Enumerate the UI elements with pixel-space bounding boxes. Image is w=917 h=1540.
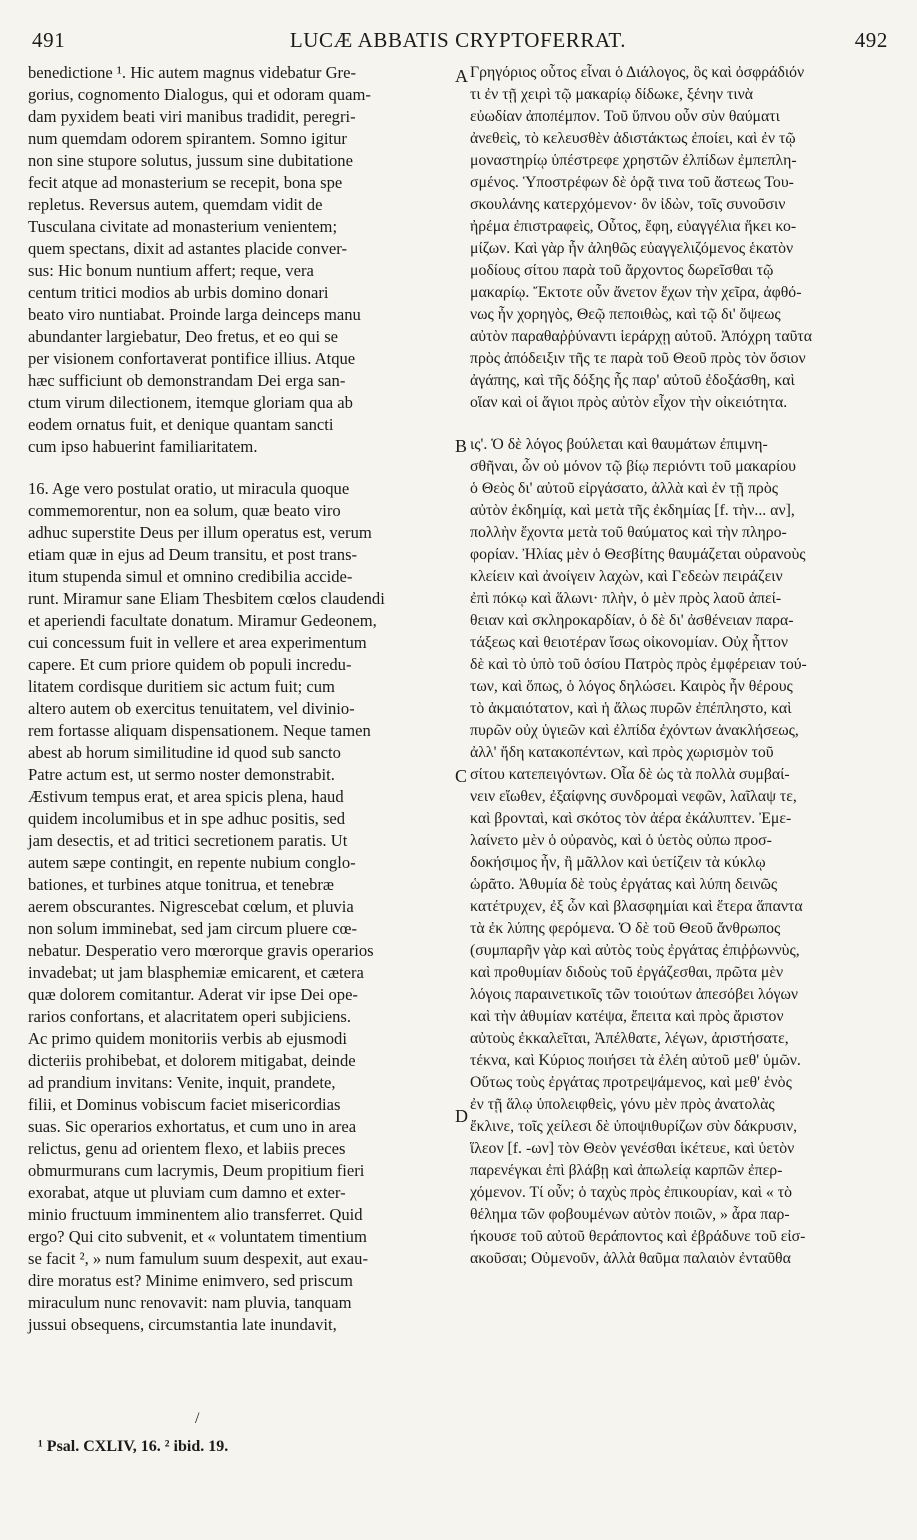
greek-line: τὸ ἀκμαιότατον, καὶ ἡ ἅλως πυρῶν ἐπέπληστο, καὶ [470,700,792,717]
greek-line: κατέτρυχεν, ἐξ ὧν καὶ βλασφημίαι καὶ ἕτερα ἅπαντα [470,898,803,915]
greek-line: σμένος. Ὑποστρέφων δὲ ὁρᾷ τινα τοῦ ἄστεως Του- [470,174,794,191]
latin-line: etiam quæ in ejus ad Deum transitu, et post trans- [28,545,358,564]
paragraph-gap [28,458,458,478]
latin-line: gorius, cognomento Dialogus, qui et odoram quam- [28,85,371,104]
latin-paragraph-2 [28,478,458,1336]
greek-line: ἀνεθεὶς, τὸ κελευσθὲν ἀδιστάκτως ἐποίει, καὶ ἐν τῷ [470,130,796,147]
greek-line: ἀλλ' ἤδη κατακοπέντων, καὶ πρὸς χωρισμὸν τοῦ [470,744,774,761]
greek-line: καὶ τὴν ἀθυμίαν κατέψα, ἔπειτα καὶ πρὸς ἄριστον [470,1008,784,1025]
latin-line: per visionem confortaverat pontifice illius. Atque [28,349,356,368]
latin-line: rarios confortans, et alacritatem operi subjiciens. [28,1007,351,1026]
greek-line: οἵαν καὶ οἱ ἅγιοι πρὸς αὐτὸν εἶχον τὴν οἰκειότητα. [470,394,788,411]
latin-line: itum stupenda simul et omnino credibilia accide- [28,567,353,586]
greek-line: των, καὶ ὅπως, ὁ λόγος δηλώσει. Καιρὸς ἦν θέρους [470,678,793,695]
margin-letter-c: C [455,766,468,786]
latin-line: obmurmurans cum lacrymis, Deum propitium fieri [28,1161,365,1180]
latin-line: relictus, genu ad orientem flexo, et labiis preces [28,1139,346,1158]
latin-line: hæc sufficiunt ob demonstrandam Dei erga san- [28,371,346,390]
greek-line: τι ἐν τῇ χειρὶ τῷ μακαρίῳ δίδωκε, ξένην τινὰ [470,86,754,103]
greek-line: φορίαν. Ἠλίας μὲν ὁ Θεσβίτης θαυμάζεται οὐρανοὺς [470,546,806,563]
latin-line: runt. Miramur sane Eliam Thesbitem cœlos claudendi [28,589,385,608]
greek-line: μίζων. Καὶ γὰρ ἦν ἀληθῶς εὐαγγελιζόμενος ἑκατὸν [470,240,794,257]
latin-line: exorabat, atque ut pluviam cum damno et exter- [28,1183,346,1202]
latin-line: Ac primo quidem monitoriis verbis ab ejusmodi [28,1029,347,1048]
greek-line: ἔκλινε, τοῖς χείλεσι δὲ ὑποψιθυρίζων σὺν δάκρυσιν, [470,1118,798,1135]
greek-line: παρενέγκαι ἐπὶ βλάβῃ καὶ ἀπωλείᾳ καρπῶν ἐπερ- [470,1162,783,1179]
latin-line: sus: Hic bonum nuntium affert; reque, vera [28,261,314,280]
latin-line: se facit ², » num famulum suum despexit, aut exau- [28,1249,368,1268]
latin-line: ad prandium invitans: Venite, inquit, prandete, [28,1073,336,1092]
latin-line: rem fortasse aliquam dispensationem. Neque tamen [28,721,371,740]
margin-letter-d: D [455,1106,468,1126]
greek-line: αὐτοὺς ἐκκαλεῖται, Ἀπέλθατε, λέγων, ἀριστήσατε, [470,1030,789,1047]
greek-line: πρὸς ἀπόδειξιν τῆς τε παρὰ τοῦ Θεοῦ πρὸς τὸν ὅσιον [470,350,806,367]
greek-line: λαίνετο μὲν ὁ οὐρανὸς, καὶ ὁ ὑετὸς οὐπω προσ- [470,832,772,849]
margin-letter-a: A [455,66,468,86]
margin-letter-b: B [455,436,468,456]
latin-line: dicteriis prohibebat, et dolorem mitigabat, deinde [28,1051,356,1070]
greek-line: ἐν τῇ ἅλῳ ὑπολειφθεὶς, γόνυ μὲν πρὸς ἀνατολὰς [470,1096,775,1113]
greek-line: λόγοις παραινετικοῖς τῶν τοιούτων ἀπεσόβει λόγων [470,986,799,1003]
latin-line: non sine stupore solutus, jussum sine dubitatione [28,151,353,170]
page-number-right: 492 [854,28,888,52]
greek-line: ήκουσε τοῦ αὐτοῦ θεράποντος καὶ ἐβράδυνε τοῦ εἰσ- [470,1228,806,1245]
greek-line: ἀγάπης, καὶ τῆς δόξης ἧς παρ' αὐτοῦ ἐδοξάσθη, καὶ [470,372,795,389]
latin-line: abest ab horum similitudine id quod sub sancto [28,743,341,762]
greek-line: νειν εἴωθεν, ἐξαίφνης συνδρομαὶ νεφῶν, λαῖλαψ τε, [470,788,797,805]
latin-line: capere. Et cum priore quidem ob populi incredu- [28,655,352,674]
greek-line: εὐωδίαν ἀποπέμπον. Τοῦ ὕπνου οὖν σὺν θαύματι [470,108,780,125]
latin-line: cum ipso habuerint familiaritatem. [28,437,258,456]
latin-line: Æstivum tempus erat, et area spicis plena, haud [28,787,344,806]
latin-line: jussui obsequens, circumstantia late inundavit, [28,1315,337,1334]
greek-line: τέκνα, καὶ Κύριος ποιήσει τὰ ἐλέη αὐτοῦ μεθ' ὑμῶν. [470,1052,801,1069]
latin-line: quæ dolorem comitantur. Aderat vir ipse Dei ope- [28,985,358,1004]
greek-line: πολλὴν ἔχοντα μετὰ τοῦ θαύματος καὶ τὴν πληρο- [470,524,787,541]
latin-line: aerem obscurantes. Nigrescebat cœlum, et pluvia [28,897,354,916]
latin-line: eodem ornatus fuit, et denique quantam sancti [28,415,334,434]
greek-line: σίτου κατεπειγόντων. Οἷα δὲ ὡς τὰ πολλὰ συμβαί- [470,766,790,783]
latin-line: cui concessum fuit in vellere et area experimentum [28,633,367,652]
greek-line: καὶ προθυμίαν διδοὺς τοῦ ἐργάζεσθαι, πρῶτα μὲν [470,964,784,981]
greek-line: πυρῶν οὐχ ὑγιεῶν καὶ ἐλπίδα ἐχόντων ἀνακλήσεως, [470,722,799,739]
greek-line: ἐπὶ πόκῳ καὶ ἅλωνι· πλὴν, ὁ μὲν πρὸς λαοῦ ἀπεί- [470,590,782,607]
footnote-separator-mark: / [195,1410,200,1427]
running-title: LUCÆ ABBATIS CRYPTOFERRAT. [289,28,627,52]
footnotes: ¹ Psal. CXLIV, 16. ² ibid. 19. [38,1438,229,1455]
greek-line: Οὕτως τοὺς ἐργάτας προτρεψάμενος, καὶ μεθ' ἑνὸς [470,1074,792,1091]
latin-line: 16. Age vero postulat oratio, ut miracula quoque [28,479,350,498]
greek-line: ακοῦσαι; Οὐμενοῦν, ἀλλὰ θαῦμα παλαιὸν ἐνταῦθα [470,1250,791,1267]
greek-line: μοναστηρίῳ ὑπέστρεφε χρηστῶν ἐλπίδων ἐμπεπλη- [470,152,797,169]
latin-line: miraculum nunc renovavit: nam pluvia, tanquam [28,1293,352,1312]
latin-line: nebatur. Desperatio vero mœrorque gravis operarios [28,941,374,960]
greek-column [470,62,900,1270]
latin-line: filii, et Dominus vobiscum faciet misericordias [28,1095,341,1114]
greek-line: αὐτὸν παραθαῤῥύναντι ἱεράρχῃ αὐτοῦ. Ἀπόχρη ταῦτα [470,328,813,345]
latin-line: litatem cordisque duritiem sic actum fuit; cum [28,677,335,696]
latin-paragraph-1 [28,62,458,458]
latin-line: bationes, et turbines atque tonitrua, et tenebræ [28,875,334,894]
latin-line: repletus. Reversus autem, quemdam vidit de [28,195,323,214]
latin-line: jam desectis, et ad tritici secretionem paratis. Ut [28,831,348,850]
greek-line: μακαρίῳ. Ἔκτοτε οὖν ἄνετον ἔχων τὴν χεῖρα, ἀφθό- [470,284,802,301]
latin-line: altero autem ob exercitus tenuitatem, vel divinio- [28,699,355,718]
latin-line: benedictione ¹. Hic autem magnus videbatur Gre- [28,63,356,82]
greek-line: ἠρέμα ἐπιστραφεὶς, Οὗτος, ἔφη, εὐαγγέλια ἥκει κο- [470,218,797,235]
latin-line: num quemdam odorem spirantem. Somno igitur [28,129,347,148]
latin-line: ergo? Qui cito subvenit, et « voluntatem timentium [28,1227,367,1246]
greek-line: τὰ ἐκ λύπης φερόμενα. Ὁ δὲ τοῦ Θεοῦ ἄνθρωπος [470,920,781,937]
greek-paragraph-1 [470,62,900,414]
latin-line: commemorentur, non ea solum, quæ beato viro [28,501,341,520]
greek-line: μοδίους σίτου παρὰ τοῦ ἄρχοντος δωρεῖσθαι τῷ [470,262,774,279]
greek-line: θειαν καὶ σκληροκαρδίαν, ὁ δὲ δι' ἀσθένειαν παρα- [470,612,794,629]
latin-line: ctum virum dilectionem, itemque gloriam qua ab [28,393,353,412]
latin-line: adhuc superstite Deus per illum operatus est, verum [28,523,372,542]
greek-line: νως ἦν χορηγὸς, Θεῷ πεποιθὼς, καὶ τῷ δι' ὄψεως [470,306,781,323]
latin-line: autem sæpe contingit, en repente nubium conglo- [28,853,356,872]
latin-line: dire moratus est? Minime enimvero, sed priscum [28,1271,353,1290]
greek-line: σθῆναι, ὧν οὐ μόνον τῷ βίῳ περιόντι τοῦ μακαρίου [470,458,796,475]
page-number-left: 491 [32,28,66,52]
latin-line: minio fructuum imminentem alio transferret. Quid [28,1205,363,1224]
greek-line: ὁ Θεὸς δι' αὐτοῦ εἰργάσατο, ἀλλὰ καὶ ἐν τῇ πρὸς [470,480,778,497]
latin-line: beato viro nuntiabat. Proinde larga deinceps manu [28,305,361,324]
greek-line: ἵλεον [f. -ων] τὸν Θεὸν γενέσθαι ἱκέτευε, καὶ ὑετὸν [470,1140,795,1157]
latin-line: et aperiendi facultate donatum. Miramur Gedeonem, [28,611,377,630]
latin-line: suas. Sic operarios exhortatus, et cum uno in area [28,1117,357,1136]
greek-line: ις'. Ὁ δὲ λόγος βούλεται καὶ θαυμάτων ἐπιμνη- [470,436,768,453]
greek-line: ὡρᾶτο. Ἀθυμία δὲ τοὺς ἐργάτας καὶ λύπη δεινῶς [470,876,778,893]
greek-line: τάξεως καὶ θειοτέραν ἴσως οἰκονομίαν. Οὐχ ἧττον [470,634,789,651]
page-header [28,22,888,54]
greek-line: δὲ καὶ τὸ ὑπὸ τοῦ ὁσίου Πατρὸς πρὸς ἐμφέρειαν τού- [470,656,807,673]
latin-column [28,62,458,1336]
greek-line: κλείειν καὶ ἀνοίγειν λαχὼν, καὶ Γεδεὼν πειράζειν [470,568,783,585]
latin-line: fecit atque ad monasterium se recepit, bona spe [28,173,343,192]
greek-paragraph-2 [470,434,900,1270]
latin-line: Patre actum est, ut sermo noster demonstrabit. [28,765,335,784]
latin-line: centum tritici modios ab urbis domino donari [28,283,329,302]
latin-line: Tusculana civitate ad monasterium venientem; [28,217,338,236]
latin-line: dam pyxidem beati viri manibus tradidit, peregri- [28,107,356,126]
greek-line: (συμπαρῆν γὰρ καὶ αὐτὸς τοὺς ἐργάτας ἐπιῤῥωννὺς, [470,942,800,959]
latin-line: quem spectans, dixit ad astantes placide conver- [28,239,347,258]
latin-line: non solum imminebat, sed jam circum pluere cœ- [28,919,358,938]
paragraph-gap [470,414,900,434]
greek-line: καὶ βρονταὶ, καὶ σκότος τὸν ἀέρα ἐκάλυπτεν. Ἐμε- [470,810,792,827]
greek-line: χόμενον. Τί οὖν; ὁ ταχὺς πρὸς ἐπικουρίαν, καὶ « τὸ [470,1184,793,1201]
latin-line: quidem incolumibus et in spe adhuc positis, sed [28,809,346,828]
greek-line: δοκήσιμος ἦν, ἢ μᾶλλον καὶ ὑετίζειν τὰ κύκλῳ [470,854,766,871]
greek-line: Γρηγόριος οὗτος εἶναι ὁ Διάλογος, ὃς καὶ ὀσφράδιόν [470,64,805,81]
latin-line: abundanter largiebatur, Deo fretus, et eo qui se [28,327,339,346]
greek-line: αὐτὸν ἐκδημίᾳ, καὶ μετὰ τῆς ἐκδημίας [f. τὴν... αν], [470,502,795,519]
greek-line: σκουλάνης κατερχόμενον· ὃν ἰδὼν, τοῖς συνοῦσιν [470,196,786,213]
greek-line: θέλημα τῶν φοβουμένων αὐτὸν ποιῶν, » ἆρα παρ- [470,1206,790,1223]
latin-line: invadebat; ut jam blasphemiæ emicarent, et cætera [28,963,364,982]
